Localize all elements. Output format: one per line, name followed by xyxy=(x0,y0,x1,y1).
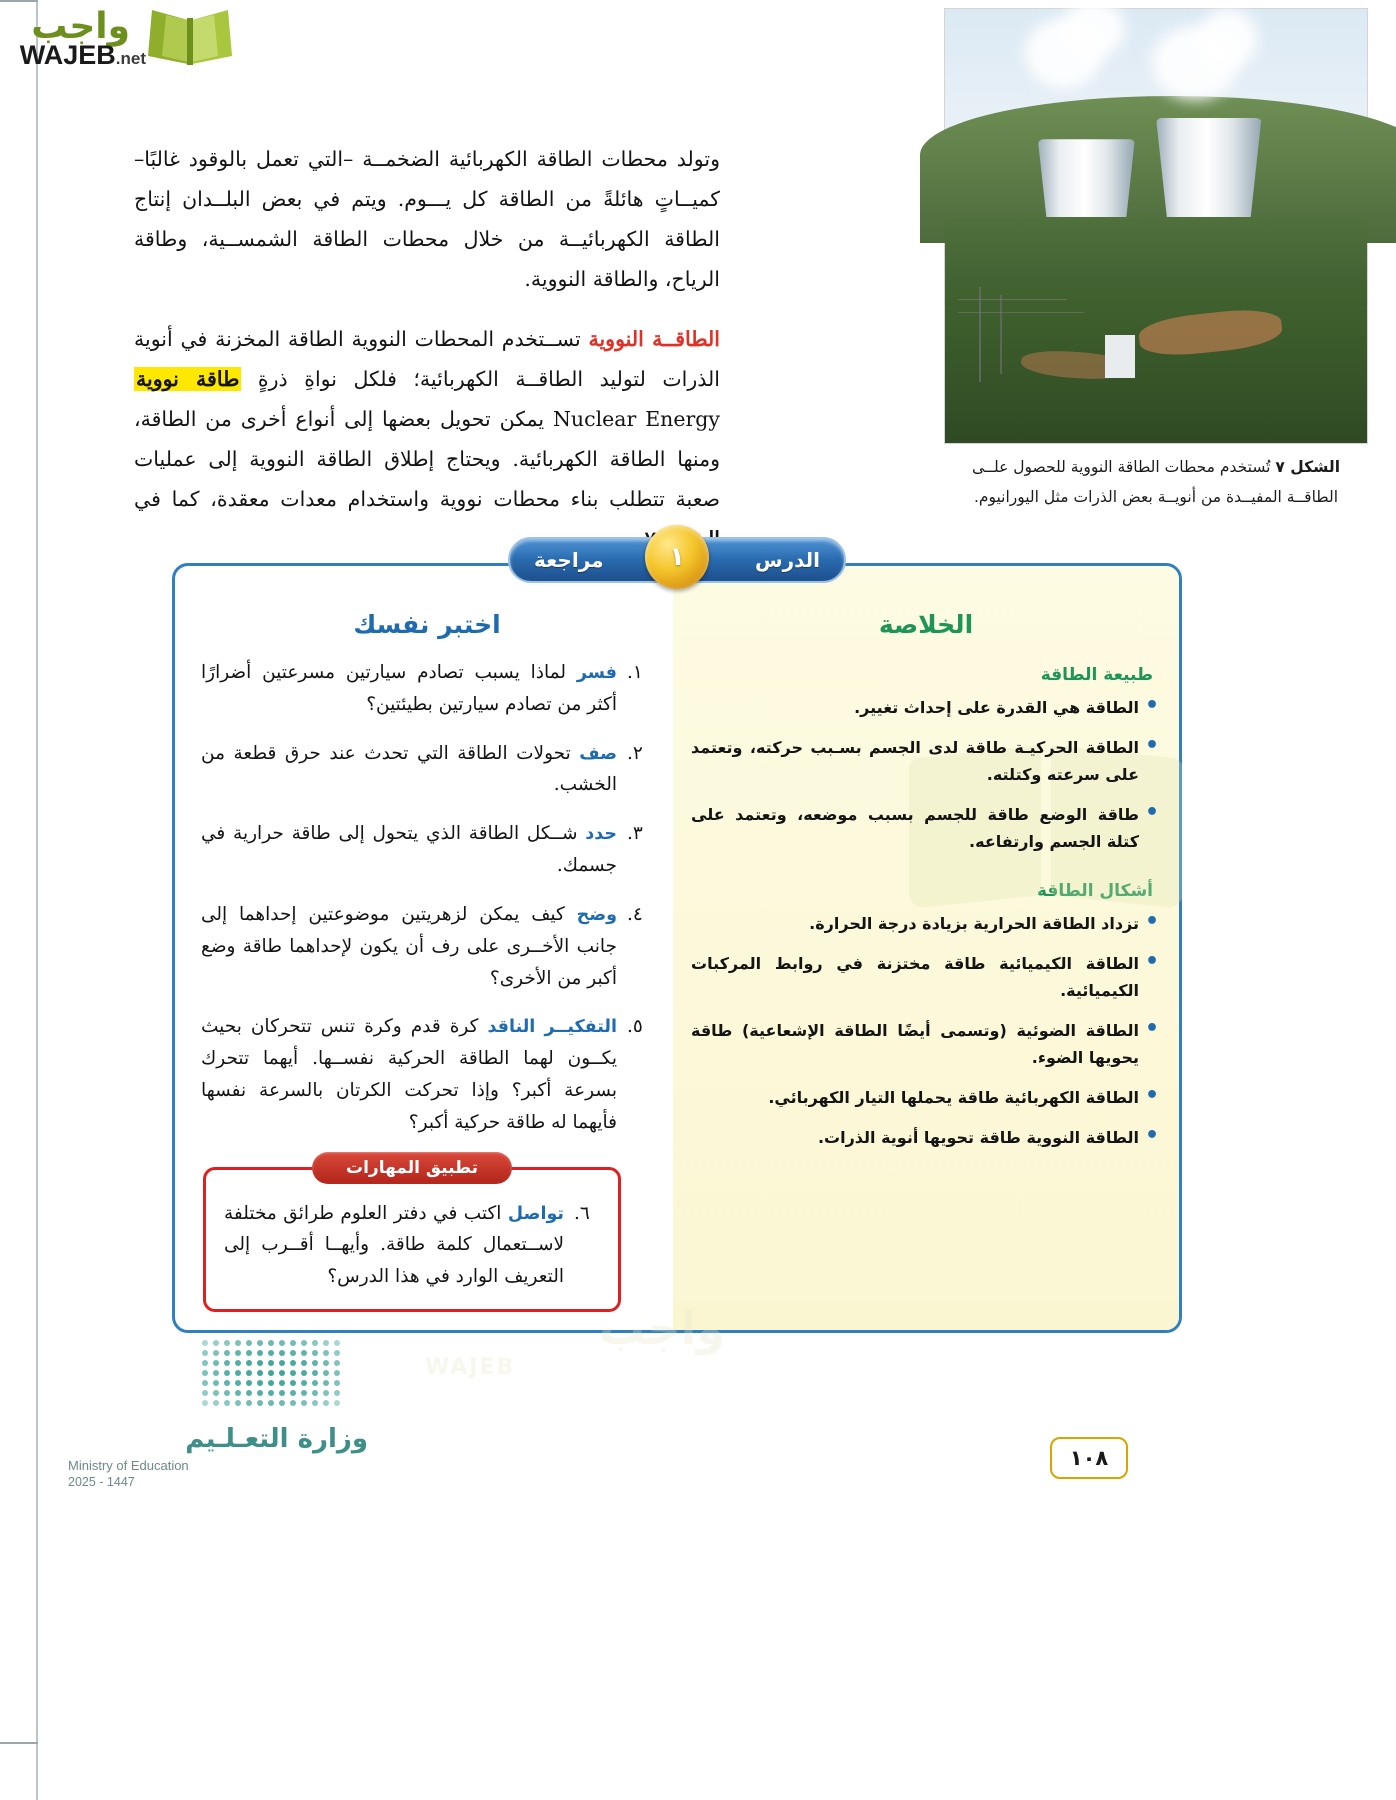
ministry-year: 2025 - 1447 xyxy=(68,1475,135,1489)
question-verb: حدد xyxy=(585,824,617,845)
open-book-icon xyxy=(142,6,238,68)
question-text xyxy=(201,738,617,802)
paragraph-1: وتولد محطات الطاقة الكهربائية الضخمــة –التي تعمل بالوقود غالبًا– كميــاتٍ هائلةً من الطاقة كل يـــوم. ويتم في بعض البلــدان إنتاج الطاقة الكهربائيــة من خلال محطات الطاقة الشمســية، وطاقة الرياح، والطاقة النووية. xyxy=(134,147,720,291)
question-text xyxy=(201,657,617,721)
lesson-number-badge: ١ xyxy=(645,525,709,589)
question-body: شــكل الطاقة الذي يتحول إلى طاقة حرارية في جسمك. xyxy=(201,823,617,877)
skills-question-number: ٦. xyxy=(574,1202,590,1224)
summary-bullet: • الطاقة الكهربائية طاقة يحملها التيار الكهربائي. xyxy=(691,1085,1159,1112)
highlighted-term: طاقة نووية xyxy=(136,366,240,391)
figure-caption xyxy=(946,452,1366,512)
figure-caption-text: تُستخدم محطات الطاقة النووية للحصول علــى الطاقــة المفيــدة من أنويــة بعض الذرات مثل اليورانيوم. xyxy=(971,458,1339,507)
question-body: لماذا يسبب تصادم سيارتين مسرعتين أضرارًا أكثر من تصادم سيارتين بطيئتين؟ xyxy=(201,662,617,715)
page-bottom-tick xyxy=(0,1742,38,1744)
self-test-question-list xyxy=(201,657,653,1139)
question-item xyxy=(201,1011,653,1138)
question-verb: فسر xyxy=(576,663,617,683)
question-text xyxy=(201,1011,617,1138)
watermark-latin: WAJEB xyxy=(425,1355,516,1380)
summary-bullet: • الطاقة هي القدرة على إحداث تغيير. xyxy=(691,695,1159,722)
summary-bullet: • الطاقة النووية طاقة تحويها أنوية الذرات. xyxy=(691,1125,1159,1152)
wajeb-logo xyxy=(8,4,238,70)
logo-arabic-text: واجب xyxy=(31,6,130,47)
question-verb: التفكيــر الناقد xyxy=(487,1017,617,1038)
question-item xyxy=(201,657,653,721)
skills-question-text xyxy=(224,1198,564,1293)
summary-section-heading-forms: أشكال الطاقة xyxy=(1036,881,1153,902)
question-body: كيف يمكن لزهريتين موضوعتين إحداهما إلى جانب الأخــرى على رف أن يكون لإحداهما طاقة وضع أكبر من الأخرى؟ xyxy=(201,903,617,989)
question-item xyxy=(201,818,653,882)
watermark-arabic: واجب xyxy=(598,1301,725,1355)
bold-term-nuclear-energy: الطاقــة النووية xyxy=(588,326,720,351)
photo-building xyxy=(1105,335,1135,378)
banner-label-review: مراجعة xyxy=(534,548,604,572)
question-number: ٥. xyxy=(627,1016,643,1038)
moe-dot-pattern xyxy=(202,1340,362,1418)
power-pylon xyxy=(979,287,981,382)
ministry-of-education-logo xyxy=(68,1340,368,1489)
question-number: ٢. xyxy=(627,742,643,764)
skills-question-verb: تواصل xyxy=(507,1203,564,1224)
page-top-tick xyxy=(0,0,38,2)
summary-section-heading-nature: طبيعة الطاقة xyxy=(1040,665,1153,685)
summary-bullet: • الطاقة الضوئية (وتسمى أيضًا الطاقة الإشعاعية) طاقة يحويها الضوء. xyxy=(691,1018,1159,1072)
question-verb: وضح xyxy=(576,904,617,925)
body-text xyxy=(134,140,720,580)
ministry-name-english: Ministry of Education xyxy=(68,1458,189,1473)
paragraph-2-part-a: تســتخدم المحطات النووية الطاقة المخزنة في أنوية الذرات لتوليد الطاقــة الكهربائية؛ فلكل نواةِ ذرةٍ xyxy=(134,326,720,391)
question-text xyxy=(201,899,617,994)
skills-application-box xyxy=(203,1157,621,1312)
power-line xyxy=(958,299,1068,300)
review-banner xyxy=(508,537,846,583)
nuclear-power-plant-cooling-towers-photo xyxy=(944,8,1368,444)
banner-label-lesson: الدرس xyxy=(754,548,820,572)
question-text xyxy=(201,818,617,882)
summary-bullets-nature xyxy=(691,695,1159,855)
summary-title: الخلاصة xyxy=(878,610,974,639)
summary-bullet: • الطاقة الكيميائية طاقة مختزنة في روابط المركبات الكيميائية. xyxy=(691,951,1159,1005)
question-verb: صف xyxy=(579,743,617,764)
self-test-title: اختبر نفسك xyxy=(353,610,501,639)
question-item xyxy=(201,738,653,802)
figure-label: الشكل ٧ xyxy=(1275,458,1341,476)
skills-question-item xyxy=(224,1198,600,1293)
page-number: ١٠٨ xyxy=(1050,1437,1128,1479)
self-test-panel xyxy=(175,566,725,1380)
steam-plume xyxy=(1198,9,1258,69)
power-pylon xyxy=(1000,295,1002,373)
skills-question-body: اكتب في دفتر العلوم طرائق مختلفة لاســتعمال كلمة طاقة. وأيهــا أقــرب إلى التعريف الوارد في هذا الدرس؟ xyxy=(224,1202,564,1288)
logo-latin-text: WAJEB.net xyxy=(19,40,146,70)
summary-bullet: • طاقة الوضع طاقة للجسم بسبب موضعه، وتعتمد على كتلة الجسم وارتفاعه. xyxy=(691,802,1159,856)
skills-pill-label: تطبيق المهارات xyxy=(312,1152,512,1184)
question-item xyxy=(201,899,653,994)
question-number: ٤. xyxy=(627,903,643,925)
lesson-review-section xyxy=(172,542,1182,1380)
summary-panel xyxy=(673,566,1179,1330)
summary-bullets-forms xyxy=(691,911,1159,1151)
question-number: ١. xyxy=(627,662,643,683)
question-body: تحولات الطاقة التي تحدث عند حرق قطعة من الخشب. xyxy=(201,742,617,796)
question-number: ٣. xyxy=(627,823,643,845)
english-term: Nuclear Energy xyxy=(552,406,720,431)
summary-bullet: • الطاقة الحركيـة طاقة لدى الجسم بسـبب حركته، وتعتمد على سرعته وكتلته. xyxy=(691,735,1159,789)
paragraph-2 xyxy=(134,320,720,560)
review-box xyxy=(172,563,1182,1380)
photo-forest-low xyxy=(945,287,1367,443)
paragraph-2-part-b: يمكن تحويل بعضها إلى أنواع أخرى من الطاقة، ومنها الطاقة الكهربائية. ويحتاج إطلاق الطاقة النووية إلى عمليات صعبة تتطلب بناء محطات نووية واستخدام معدات معقدة، كما في xyxy=(134,406,720,511)
page-left-rule xyxy=(36,0,38,1800)
question-body: كرة قدم وكرة تنس تتحركان بحيث يكــون لهما الطاقة الحركية نفســها. أيهما تتحرك بسرعة أكبر؟ وإذا تحركت الكرتان بالسرعة نفسها فأيهما له طاقة حركية أكبر؟ xyxy=(201,1016,617,1133)
power-line xyxy=(958,312,1085,313)
summary-bullet: • تزداد الطاقة الحرارية بزيادة درجة الحرارة. xyxy=(691,911,1159,938)
ministry-name-arabic: وزارة التعـلـيم xyxy=(185,1424,368,1454)
